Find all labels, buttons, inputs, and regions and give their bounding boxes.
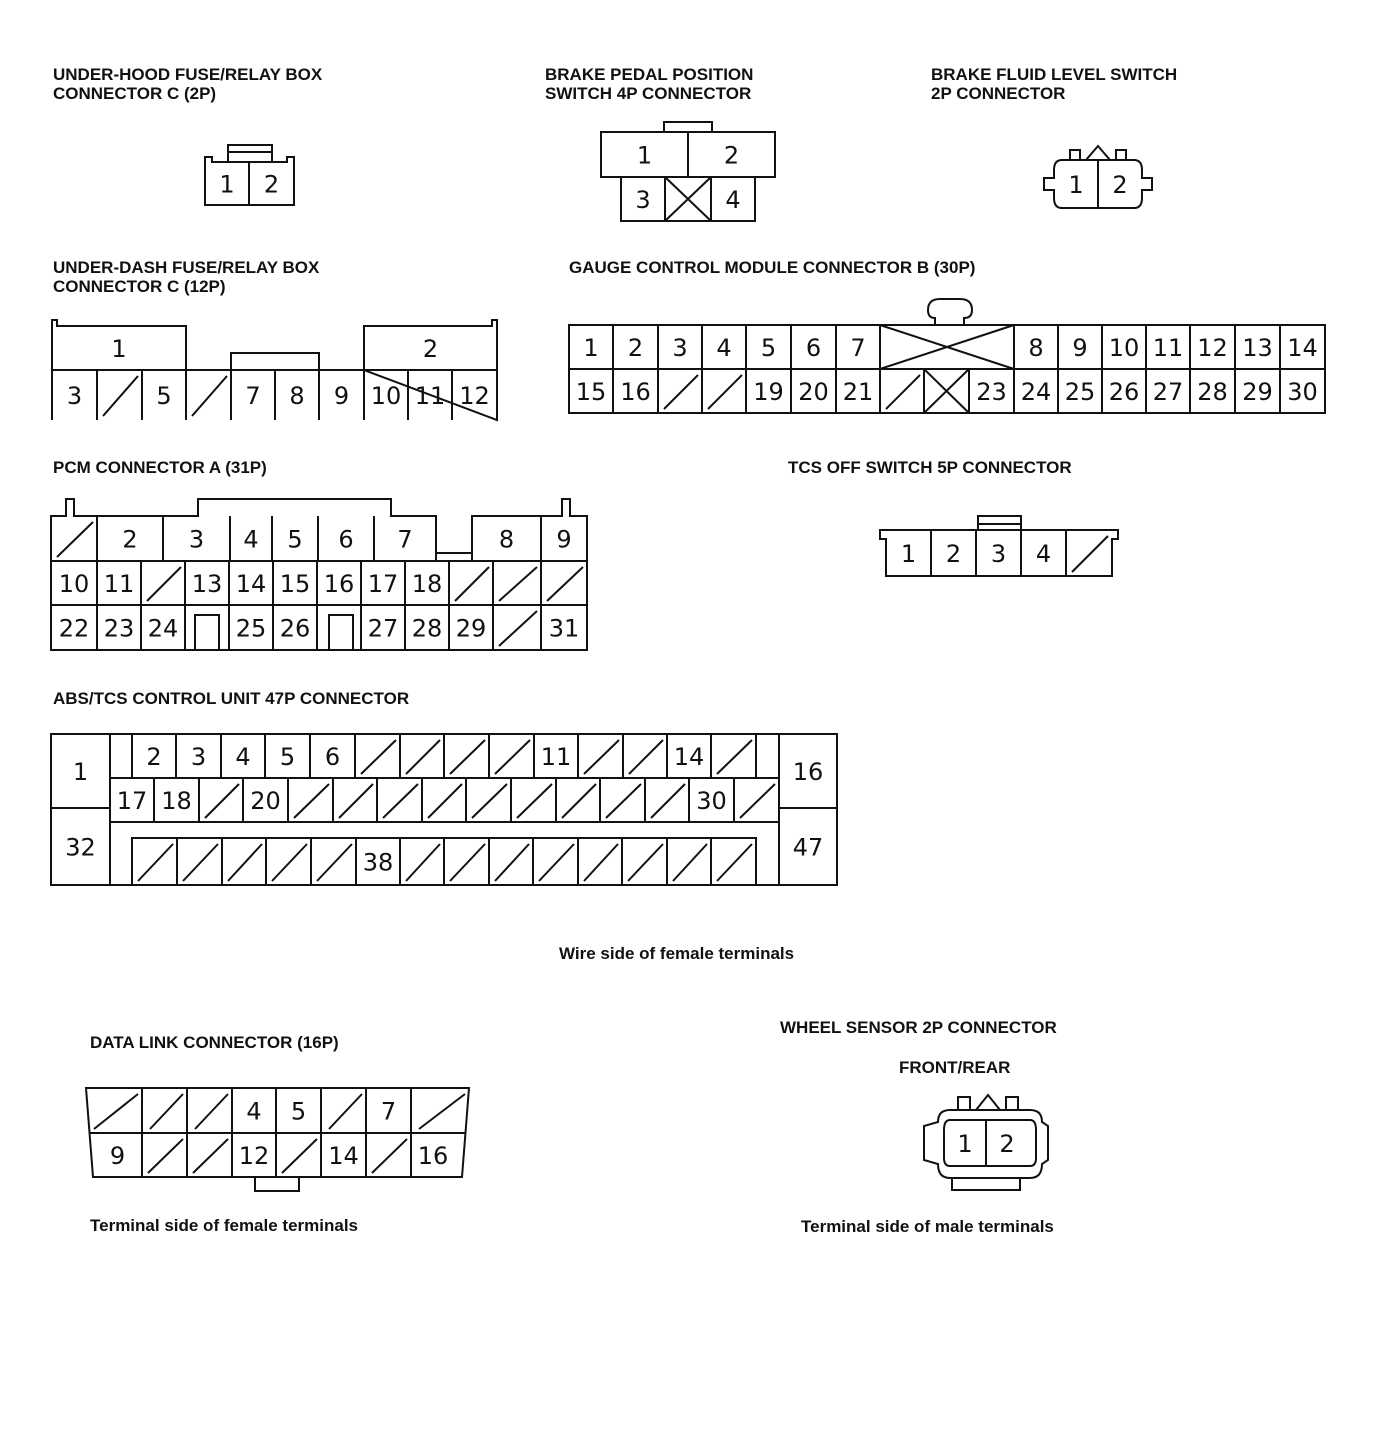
terminal-label: 25 [1064, 378, 1096, 406]
unused-terminal-slash [372, 1139, 407, 1173]
terminal-label: 27 [367, 614, 399, 643]
terminal-label: 2 [146, 743, 162, 771]
unused-terminal-slash [517, 784, 552, 818]
terminal-label: 14 [235, 570, 267, 598]
unused-terminal-slash [717, 844, 752, 881]
unused-terminal-slash [193, 1139, 228, 1173]
terminal-label: 4 [243, 525, 259, 554]
unused-terminal-slash [606, 784, 641, 818]
terminal-label: 11 [103, 570, 135, 598]
note-wire-side-female: Wire side of female terminals [559, 944, 795, 963]
title-under-dash-fuse-relay-box-connector-c: UNDER-DASH FUSE/RELAY BOX CONNECTOR C (12P) [53, 258, 320, 296]
title-data-link-connector: DATA LINK CONNECTOR (16P) [90, 1033, 339, 1052]
unused-terminal-slash [708, 375, 742, 409]
title-pcm-connector-a: PCM CONNECTOR A (31P) [53, 458, 267, 477]
unused-terminal-slash [205, 784, 239, 818]
terminal-label: 16 [417, 1142, 449, 1170]
terminal-label: 31 [548, 614, 580, 643]
unused-terminal-slash [584, 740, 619, 774]
terminal-label: 9 [109, 1142, 126, 1170]
terminal-label: 7 [850, 334, 866, 362]
unused-terminal-slash [57, 522, 93, 557]
terminal-label: 29 [455, 614, 487, 643]
terminal-label: 13 [1242, 334, 1273, 362]
unused-terminal-slash [94, 1094, 138, 1129]
terminal-label: 8 [1028, 334, 1044, 362]
terminal-label: 14 [328, 1142, 359, 1170]
unused-terminal-slash [495, 844, 529, 881]
unused-terminal-slash [419, 1094, 465, 1129]
terminal-label: 20 [250, 787, 281, 815]
unused-terminal-slash [428, 784, 462, 818]
terminal-label: 4 [1035, 540, 1052, 568]
unused-terminal-slash [282, 1139, 317, 1173]
unused-terminal-slash [406, 740, 440, 774]
terminal-label: 3 [635, 186, 651, 214]
terminal-label: 5 [287, 525, 303, 554]
unused-terminal-slash [499, 567, 537, 601]
unused-terminal-slash [406, 844, 440, 881]
terminal-label: 11 [540, 743, 572, 771]
unused-terminal-slash [455, 567, 489, 601]
terminal-label: 2 [1112, 171, 1128, 199]
title-under-hood-fuse-relay-box-connector-c: UNDER-HOOD FUSE/RELAY BOX CONNECTOR C (2P) [53, 65, 323, 103]
unused-terminal-slash [450, 844, 485, 881]
terminal-label: 1 [957, 1130, 973, 1158]
terminal-label: 6 [805, 334, 822, 362]
terminal-label: 24 [147, 614, 179, 643]
unused-terminal-slash [450, 740, 485, 774]
unused-terminal-slash [547, 567, 583, 601]
terminal-label: 16 [620, 378, 651, 406]
unused-terminal-slash [103, 376, 138, 416]
unused-terminal-slash [148, 1139, 183, 1173]
title-brake-pedal-position-switch: BRAKE PEDAL POSITION SWITCH 4P CONNECTOR [545, 65, 754, 103]
terminal-label: 24 [1020, 378, 1052, 406]
terminal-label: 18 [411, 570, 443, 598]
terminal-label: 11 [1152, 334, 1184, 362]
terminal-label: 4 [725, 186, 741, 214]
terminal-label: 1 [1068, 171, 1084, 199]
unused-terminal-slash [339, 784, 373, 818]
unused-terminal-slash [150, 1094, 183, 1129]
unused-terminal-slash [584, 844, 618, 881]
title-brake-fluid-level-switch: BRAKE FLUID LEVEL SWITCH 2P CONNECTOR [931, 65, 1178, 103]
connector-under-hood-2p [205, 145, 294, 205]
terminal-label: 23 [976, 378, 1007, 406]
unused-terminal-slash [272, 844, 307, 881]
terminal-label: 3 [66, 382, 83, 410]
unused-terminal-slash [317, 844, 352, 881]
unused-terminal-slash [499, 611, 537, 646]
terminal-label: 3 [990, 540, 1007, 568]
terminal-label: 2 [422, 335, 439, 363]
terminal-label: 3 [672, 334, 688, 362]
terminal-label: 30 [1287, 378, 1318, 406]
title-abs-tcs-control-unit: ABS/TCS CONTROL UNIT 47P CONNECTOR [53, 689, 410, 708]
terminal-label: 1 [900, 540, 917, 568]
terminal-label: 2 [723, 141, 740, 170]
terminal-label: 2 [122, 525, 138, 554]
terminal-label: 10 [1108, 334, 1140, 362]
terminal-label: 29 [1242, 378, 1273, 406]
unused-terminal-slash [673, 844, 707, 881]
unused-terminal-slash [628, 844, 663, 881]
terminal-label: 30 [696, 787, 727, 815]
terminal-label: 9 [333, 382, 350, 410]
unused-terminal-slash [664, 375, 698, 409]
unused-terminal-slash [192, 376, 227, 416]
title-wheel-sensor: WHEEL SENSOR 2P CONNECTOR [780, 1018, 1057, 1037]
subtitle-front-rear: FRONT/REAR [899, 1058, 1011, 1077]
terminal-label: 1 [72, 758, 89, 786]
terminal-label: 12 [459, 382, 490, 410]
unused-terminal-slash [183, 844, 218, 881]
terminal-label: 2 [263, 170, 280, 199]
note-terminal-side-female: Terminal side of female terminals [90, 1216, 358, 1235]
terminal-label: 12 [1197, 334, 1228, 362]
title-gauge-control-module-connector-b: GAUGE CONTROL MODULE CONNECTOR B (30P) [569, 258, 976, 277]
terminal-label: 4 [246, 1097, 262, 1126]
terminal-label: 17 [367, 570, 399, 598]
terminal-label: 4 [716, 334, 732, 362]
terminal-label: 5 [156, 382, 172, 410]
terminal-label: 10 [370, 382, 402, 410]
terminal-label: 27 [1152, 378, 1184, 406]
unused-terminal-slash [495, 740, 530, 774]
terminal-label: 9 [556, 525, 572, 554]
terminal-label: 11 [414, 382, 446, 410]
unused-terminal-slash [147, 567, 181, 601]
connector-wheel-sensor-2p [924, 1095, 1048, 1190]
terminal-label: 2 [945, 540, 962, 568]
unused-terminal-slash [717, 740, 752, 774]
terminal-label: 15 [575, 378, 607, 406]
title-tcs-off-switch: TCS OFF SWITCH 5P CONNECTOR [788, 458, 1072, 477]
note-terminal-side-male: Terminal side of male terminals [801, 1217, 1054, 1236]
terminal-label: 7 [397, 525, 413, 554]
terminal-label: 14 [1287, 334, 1318, 362]
terminal-label: 25 [235, 614, 267, 643]
terminal-label: 12 [238, 1142, 270, 1170]
unused-terminal-slash [886, 375, 920, 409]
unused-terminal-slash [361, 740, 396, 774]
terminal-label: 9 [1072, 334, 1088, 362]
unused-terminal-slash [294, 784, 329, 818]
unused-terminal-slash [383, 784, 418, 818]
unused-terminal-slash [539, 844, 574, 881]
unused-terminal-slash [329, 1094, 362, 1129]
terminal-label: 32 [65, 833, 96, 862]
terminal-label: 26 [1108, 378, 1140, 406]
terminal-label: 23 [103, 614, 135, 643]
terminal-label: 15 [279, 570, 311, 598]
unused-terminal-slash [651, 784, 685, 818]
terminal-label: 4 [235, 743, 251, 771]
terminal-label: 18 [161, 787, 192, 815]
terminal-label: 2 [999, 1130, 1015, 1158]
unused-terminal-slash [138, 844, 173, 881]
unused-terminal-slash [629, 740, 663, 774]
terminal-label: 26 [279, 614, 311, 643]
connector-brake-pedal-4p [601, 122, 775, 221]
terminal-label: 10 [58, 570, 90, 598]
unused-terminal-slash [472, 784, 507, 818]
terminal-label: 13 [191, 570, 223, 598]
terminal-label: 47 [792, 833, 824, 862]
unused-terminal-slash [562, 784, 596, 818]
unused-terminal-slash [740, 784, 775, 818]
terminal-label: 7 [380, 1097, 397, 1126]
terminal-label: 7 [245, 382, 261, 410]
terminal-label: 19 [753, 378, 784, 406]
terminal-label: 28 [411, 614, 443, 643]
terminal-label: 6 [338, 525, 354, 554]
terminal-label: 5 [290, 1097, 307, 1126]
connector-brake-fluid-2p [1044, 146, 1152, 208]
unused-terminal-slash [228, 844, 262, 881]
terminal-label: 1 [219, 170, 235, 199]
terminal-label: 2 [627, 334, 644, 362]
terminal-label: 6 [324, 743, 341, 771]
terminal-label: 1 [636, 141, 653, 170]
terminal-label: 21 [842, 378, 874, 406]
terminal-label: 14 [673, 743, 705, 771]
terminal-label: 38 [362, 848, 394, 877]
terminal-label: 17 [116, 787, 148, 815]
terminal-label: 22 [58, 614, 90, 643]
terminal-label: 16 [323, 570, 355, 598]
terminal-label: 3 [190, 743, 207, 771]
terminal-label: 3 [188, 525, 205, 554]
terminal-label: 5 [279, 743, 296, 771]
terminal-label: 16 [792, 758, 824, 786]
terminal-label: 1 [111, 335, 127, 363]
unused-terminal-slash [1072, 536, 1108, 572]
terminal-label: 28 [1197, 378, 1228, 406]
terminal-label: 1 [583, 334, 599, 362]
terminal-label: 8 [289, 382, 305, 410]
unused-terminal-slash [195, 1094, 228, 1129]
terminal-label: 8 [498, 525, 515, 554]
terminal-label: 5 [760, 334, 777, 362]
terminal-label: 20 [798, 378, 829, 406]
